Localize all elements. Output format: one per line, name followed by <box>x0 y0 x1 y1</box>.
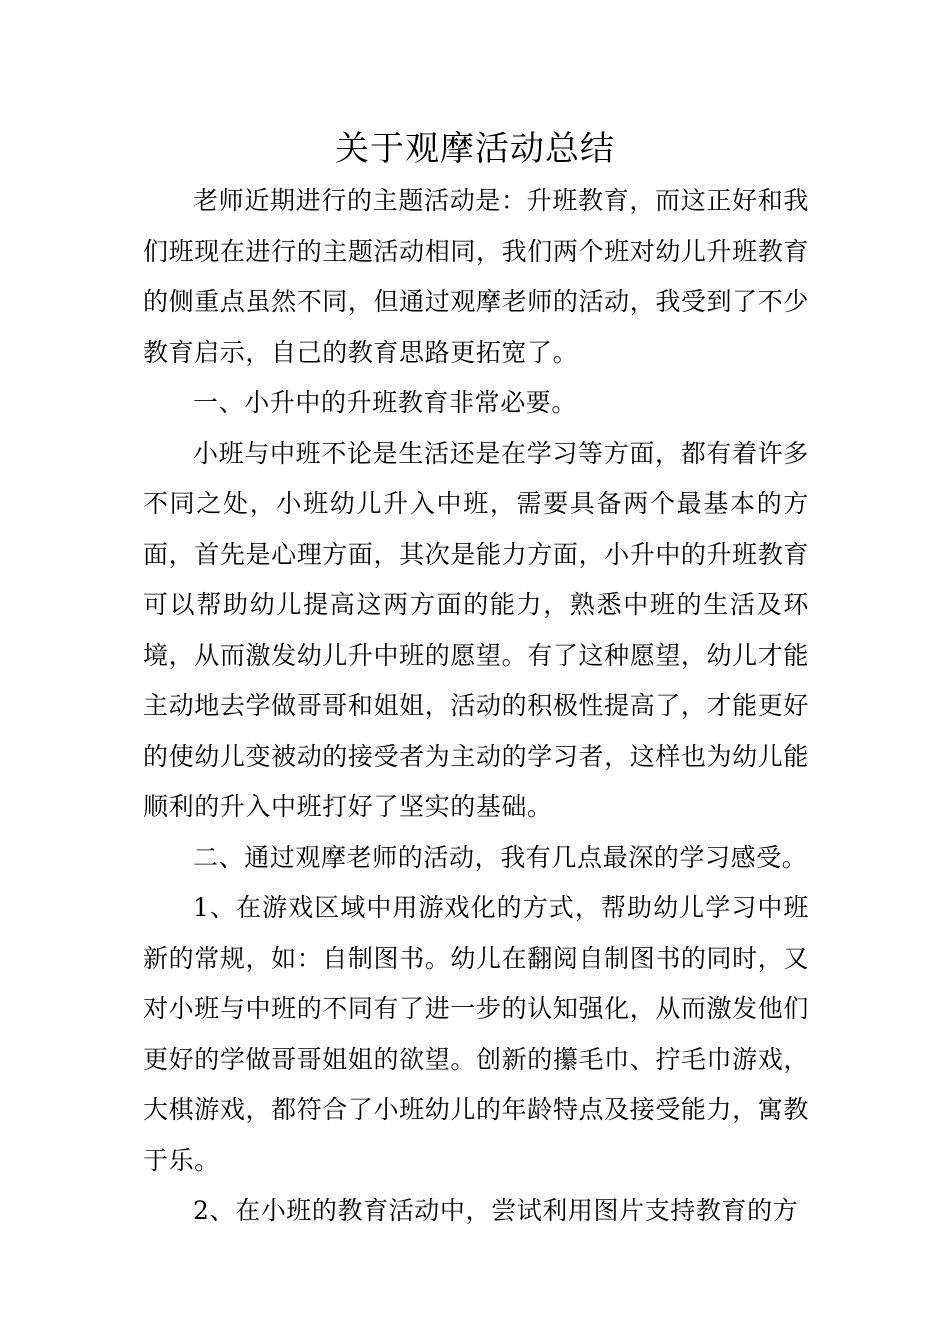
paragraph-section-1: 小班与中班不论是生活还是在学习等方面，都有着许多不同之处，小班幼儿升入中班，需要具备两个最基本的方面，首先是心理方面，其次是能力方面，小升中的升班教育可以帮助幼儿提高这两方面的能力，熟悉中班的生活及环境，从而激发幼儿升中班的愿望。有了这种愿望，幼儿才能主动地去学做哥哥和姐姐，活动的积极性提高了，才能更好的使幼儿变被动的接受者为主动的学习者，这样也为幼儿能顺利的升入中班打好了坚实的基础。 <box>143 438 809 821</box>
paragraph-intro: 老师近期进行的主题活动是：升班教育，而这正好和我们班现在进行的主题活动相同，我们两个班对幼儿升班教育的侧重点虽然不同，但通过观摩老师的活动，我受到了不少教育启示，自己的教育思路更拓宽了。 <box>143 186 809 367</box>
paragraph-point-1: 1、在游戏区域中用游戏化的方式，帮助幼儿学习中班新的常规，如：自制图书。幼儿在翻阅自制图书的同时，又对小班与中班的不同有了进一步的认知强化，从而激发他们更好的学做哥哥姐姐的欲望。创新的攥毛巾、拧毛巾游戏，大棋游戏，都符合了小班幼儿的年龄特点及接受能力，寓教于乐。 <box>143 893 809 1175</box>
document-body <box>143 176 809 1237</box>
document-title: 关于观摩活动总结 <box>335 129 615 169</box>
section-heading-1: 一、小升中的升班教育非常必要。 <box>193 388 578 417</box>
section-heading-2: 二、通过观摩老师的活动，我有几点最深的学习感受。 <box>193 842 808 872</box>
paragraph-point-2: 2、在小班的教育活动中，尝试利用图片支持教育的方 <box>193 1196 799 1225</box>
